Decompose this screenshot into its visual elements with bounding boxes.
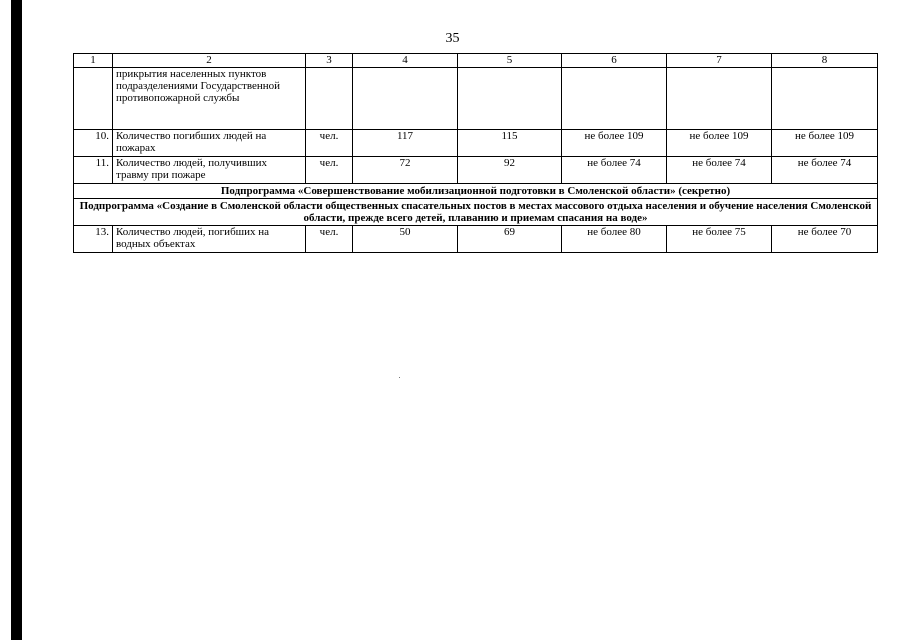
subprogram-title: Подпрограмма «Создание в Смоленской области общественных спасательных постов в местах массового отдыха населения и обучение населения Смоленской области, прежде всего детей, плаванию и приемам спасания на воде» bbox=[74, 199, 878, 226]
indicator-name: Количество людей, погибших на водных объектах bbox=[113, 226, 306, 253]
row-number: 11. bbox=[74, 157, 113, 184]
indicators-table bbox=[73, 53, 878, 253]
column-header: 2 bbox=[113, 54, 306, 68]
value-cell: не более 74 bbox=[562, 157, 667, 184]
value-cell: 92 bbox=[458, 157, 562, 184]
subprogram-row bbox=[74, 184, 878, 199]
value-cell: не более 109 bbox=[772, 130, 878, 157]
column-header: 7 bbox=[667, 54, 772, 68]
row-number bbox=[74, 68, 113, 130]
value-cell: не более 80 bbox=[562, 226, 667, 253]
indicator-name: Количество погибших людей на пожарах bbox=[113, 130, 306, 157]
value-cell bbox=[772, 68, 878, 130]
table-row bbox=[74, 157, 878, 184]
page-number: 35 bbox=[445, 31, 460, 46]
value-cell: 50 bbox=[353, 226, 458, 253]
value-cell bbox=[667, 68, 772, 130]
row-number: 10. bbox=[74, 130, 113, 157]
value-cell: не более 70 bbox=[772, 226, 878, 253]
column-number-row bbox=[74, 54, 878, 68]
indicator-name: Количество людей, получивших травму при пожаре bbox=[113, 157, 306, 184]
subprogram-row bbox=[74, 199, 878, 226]
value-cell: не более 74 bbox=[667, 157, 772, 184]
scan-speck bbox=[399, 377, 400, 378]
row-number: 13. bbox=[74, 226, 113, 253]
indicator-name: прикрытия населенных пунктов подразделениями Государственной противопожарной службы bbox=[113, 68, 306, 130]
table-row bbox=[74, 226, 878, 253]
unit-cell: чел. bbox=[306, 157, 353, 184]
value-cell: не более 74 bbox=[772, 157, 878, 184]
table-row bbox=[74, 130, 878, 157]
unit-cell: чел. bbox=[306, 226, 353, 253]
column-header: 8 bbox=[772, 54, 878, 68]
value-cell: не более 109 bbox=[667, 130, 772, 157]
value-cell: 72 bbox=[353, 157, 458, 184]
unit-cell: чел. bbox=[306, 130, 353, 157]
value-cell bbox=[458, 68, 562, 130]
column-header: 6 bbox=[562, 54, 667, 68]
value-cell: 117 bbox=[353, 130, 458, 157]
value-cell bbox=[562, 68, 667, 130]
column-header: 1 bbox=[74, 54, 113, 68]
column-header: 3 bbox=[306, 54, 353, 68]
unit-cell bbox=[306, 68, 353, 130]
value-cell: 69 bbox=[458, 226, 562, 253]
scan-edge bbox=[11, 0, 22, 640]
column-header: 5 bbox=[458, 54, 562, 68]
table-row bbox=[74, 68, 878, 130]
subprogram-title: Подпрограмма «Совершенствование мобилизационной подготовки в Смоленской области» (секретно) bbox=[74, 184, 878, 199]
value-cell: 115 bbox=[458, 130, 562, 157]
value-cell: не более 75 bbox=[667, 226, 772, 253]
value-cell: не более 109 bbox=[562, 130, 667, 157]
column-header: 4 bbox=[353, 54, 458, 68]
value-cell bbox=[353, 68, 458, 130]
